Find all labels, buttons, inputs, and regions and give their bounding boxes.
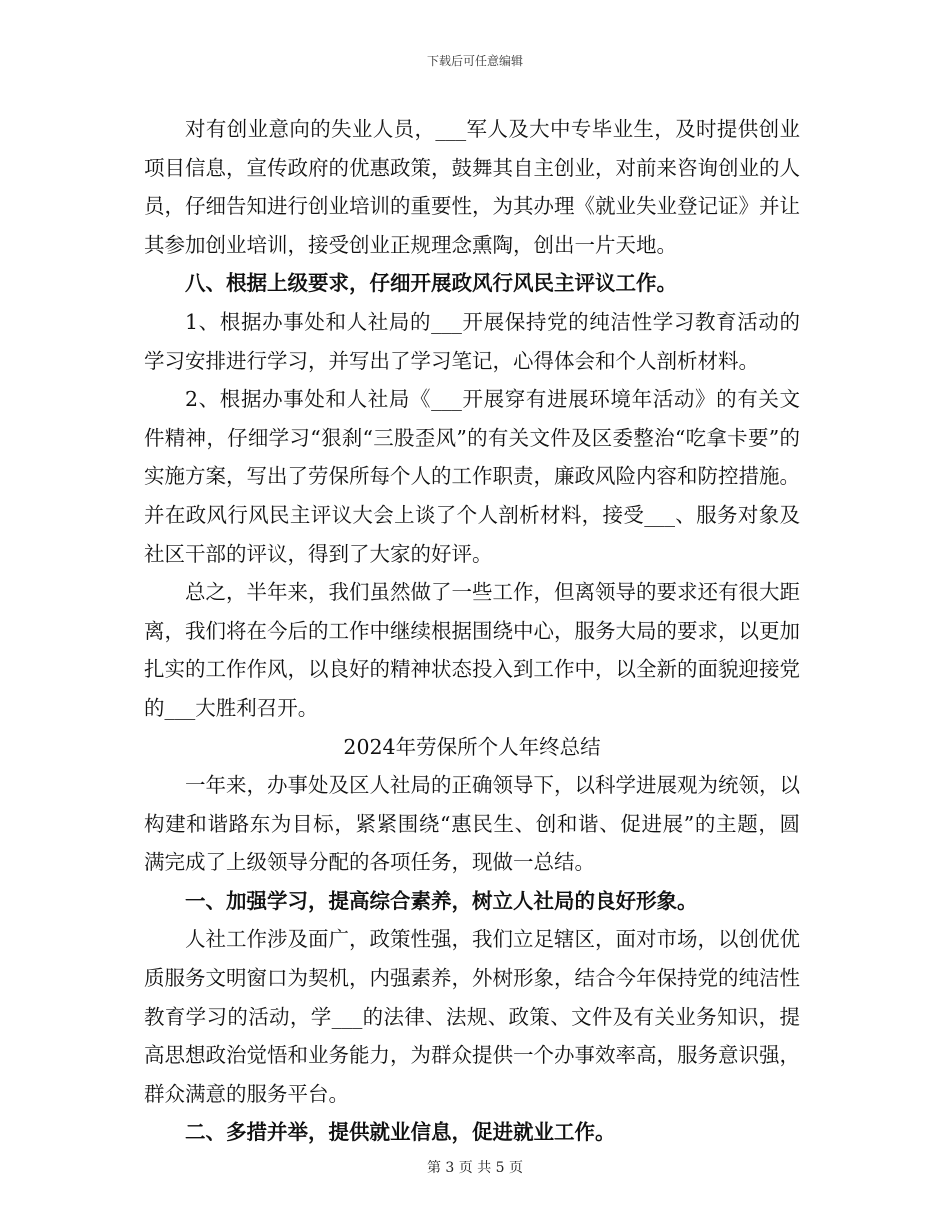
paragraph-study-item-1: 1、根据办事处和人社局的___开展保持党的纯洁性学习教育活动的学习安排进行学习，并写出了学习笔记，心得体会和个人剖析材料。 — [144, 309, 800, 373]
document-title: 2024年劳保所个人年终总结 — [343, 734, 601, 759]
document-body — [144, 110, 800, 1152]
paragraph-study-item-2: 2、根据办事处和人社局《___开展穿有进展环境年活动》的有关文件精神，仔细学习“狠刹“三股歪风”的有关文件及区委整治“吃拿卡要”的实施方案，写出了劳保所每个人的工作职责，廉政风险内容和防控措施。并在政风行风民主评议大会上谈了个人剖析材料，接受___、服务对象及社区干部的评议，得到了大家的好评。 — [144, 387, 800, 566]
page-number: 第 3 页 共 5 页 — [426, 1160, 524, 1176]
paragraph-intro: 一年来，办事处及区人社局的正确领导下，以科学进展观为统领，以构建和谐路东为目标，紧紧围绕“惠民生、创和谐、促进展”的主题，圆满完成了上级领导分配的各项任务，现做一总结。 — [144, 773, 800, 875]
section-heading-eight: 八、根据上级要求，仔细开展政风行风民主评议工作。 — [185, 271, 677, 296]
paragraph-learning: 人社工作涉及面广，政策性强，我们立足辖区，面对市场，以创优优质服务文明窗口为契机，内强素养，外树形象，结合今年保持党的纯洁性教育学习的活动，学___的法律、法规、政策、文件及有关业务知识，提高思想政治觉悟和业务能力，为群众提供一个办事效率高，服务意识强，群众满意的服务平台。 — [144, 927, 800, 1106]
section-heading-two: 二、多措并举，提供就业信息，促进就业工作。 — [185, 1120, 616, 1145]
paragraph-entrepreneurship: 对有创业意向的失业人员，___军人及大中专毕业生，及时提供创业项目信息，宣传政府的优惠政策，鼓舞其自主创业，对前来咨询创业的人员，仔细告知进行创业培训的重要性，为其办理《就业失业登记证》并让其参加创业培训，接受创业正规理念熏陶，创出一片天地。 — [144, 117, 800, 257]
paragraph-summary: 总之，半年来，我们虽然做了一些工作，但离领导的要求还有很大距离，我们将在今后的工作中继续根据围绕中心，服务大局的要求，以更加扎实的工作作风，以良好的精神状态投入到工作中，以全新的面貌迎接党的___大胜利召开。 — [144, 580, 800, 720]
header-note: 下载后可任意编辑 — [426, 54, 523, 68]
section-heading-one: 一、加强学习，提高综合素养，树立人社局的良好形象。 — [185, 888, 698, 913]
